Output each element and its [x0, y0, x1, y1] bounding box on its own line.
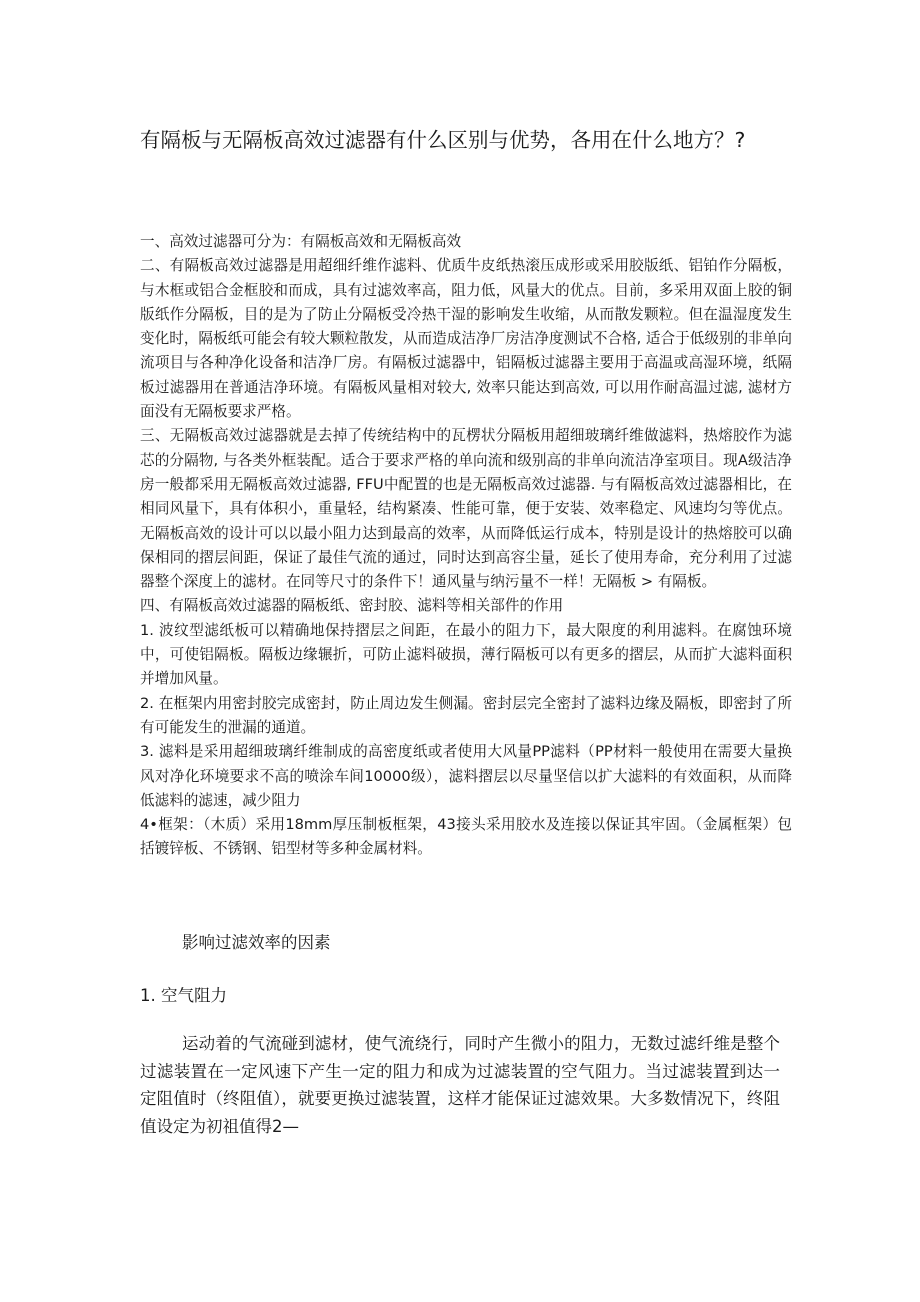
subheading-air-resistance: 1. 空气阻力 — [140, 986, 227, 1005]
list-item-corrugated-board: 1. 波纹型滤纸板可以精确地保持摺层之间距，在最小的阻力下，最大限度的利用滤料。在腐蚀环境中，可使铝隔板。隔板边缘辗折，可防止滤料破损，薄行隔板可以有更多的摺层，从而扩大滤料面积并增加风量。 — [140, 621, 792, 688]
document-title: 有隔板与无隔板高效过滤器有什么区别与优势，各用在什么地方？? — [140, 128, 746, 152]
paragraph-partitioned-filter: 二、有隔板高效过滤器是用超细纤维作滤料、优质牛皮纸热滚压成形或采用胶版纸、铝铂作分隔板，与木框或铝合金框胶和而成，具有过滤效率高，阻力低，风量大的优点。目前，多采用双面上胶的铜版纸作分隔板，目的是为了防止分隔板受冷热干湿的影响发生收缩，从而散发颗粒。但在温湿度发生变化时，隔板纸可能会有较大颗粒散发，从而造成洁净厂房洁净度测试不合格, 适合于低级别的非单向流项目与各种净化设备和洁净厂房。有隔板过滤器中，铝隔板过滤器主要用于高温或高湿环境，纸隔板过滤器用在普通洁净环境。有隔板风量相对较大, 效率只能达到高效, 可以用作耐高温过滤, 滤材方面没有无隔板要求严格。 — [140, 257, 792, 421]
list-item-filter-media: 3. 滤料是采用超细玻璃纤维制成的高密度纸或者使用大风量PP滤料（PP材料一般使用在需要大量换风对净化环境要求不高的喷涂车间10000级），滤料摺层以尽量坚信以扩大滤料的有效面积，从而降低滤料的滤速，减少阻力 — [140, 743, 792, 809]
section-title: 影响过滤效率的因素 — [182, 933, 331, 952]
paragraph-components-heading: 四、有隔板高效过滤器的隔板纸、密封胶、滤料等相关部件的作用 — [140, 597, 564, 615]
paragraph-non-partitioned-filter: 三、无隔板高效过滤器就是去掉了传统结构中的瓦楞状分隔板用超细玻璃纤维做滤料，热熔胶作为滤芯的分隔物, 与各类外框装配。适合于要求严格的单向流和级别高的非单向流洁净室项目。现A级洁净房一般都采用无隔板高效过滤器, FFU中配置的也是无隔板高效过滤器. 与有隔板高效过滤器相比，在相同风量下，具有体积小，重量轻，结构紧凑、性能可靠，便于安装、效率稳定、风速均匀等优点。无隔板高效的设计可以以最小阻力达到最高的效率，从而降低运行成本，特别是设计的热熔胶可以确保相同的摺层间距，保证了最佳气流的通过，同时达到高容尘量，延长了使用寿命，充分利用了过滤器整个深度上的滤材。在同等尺寸的条件下！通风量与纳污量不一样！无隔板 > 有隔板。 — [140, 427, 792, 591]
list-item-sealant: 2. 在框架内用密封胶完成密封，防止周边发生侧漏。密封层完全密封了滤料边缘及隔板，即密封了所有可能发生的泄漏的通道。 — [140, 694, 792, 736]
document-body — [140, 230, 792, 862]
paragraph-classification: 一、高效过滤器可分为：有隔板高效和无隔板高效 — [140, 233, 462, 250]
paragraph-air-resistance: 运动着的气流碰到滤材，使气流绕行，同时产生微小的阻力，无数过滤纤维是整个过滤装置在一定风速下产生一定的阻力和成为过滤装置的空气阻力。当过滤装置到达一定阻值时（终阻值），就要更换过滤装置，这样才能保证过滤效果。大多数情况下，终阻值设定为初祖值得2— — [140, 1034, 780, 1136]
list-item-frame: 4•框架：（木质）采用18mm厚压制板框架，43接头采用胶水及连接以保证其牢固。（金属框架）包括镀锌板、不锈钢、铝型材等多种金属材料。 — [140, 816, 792, 858]
